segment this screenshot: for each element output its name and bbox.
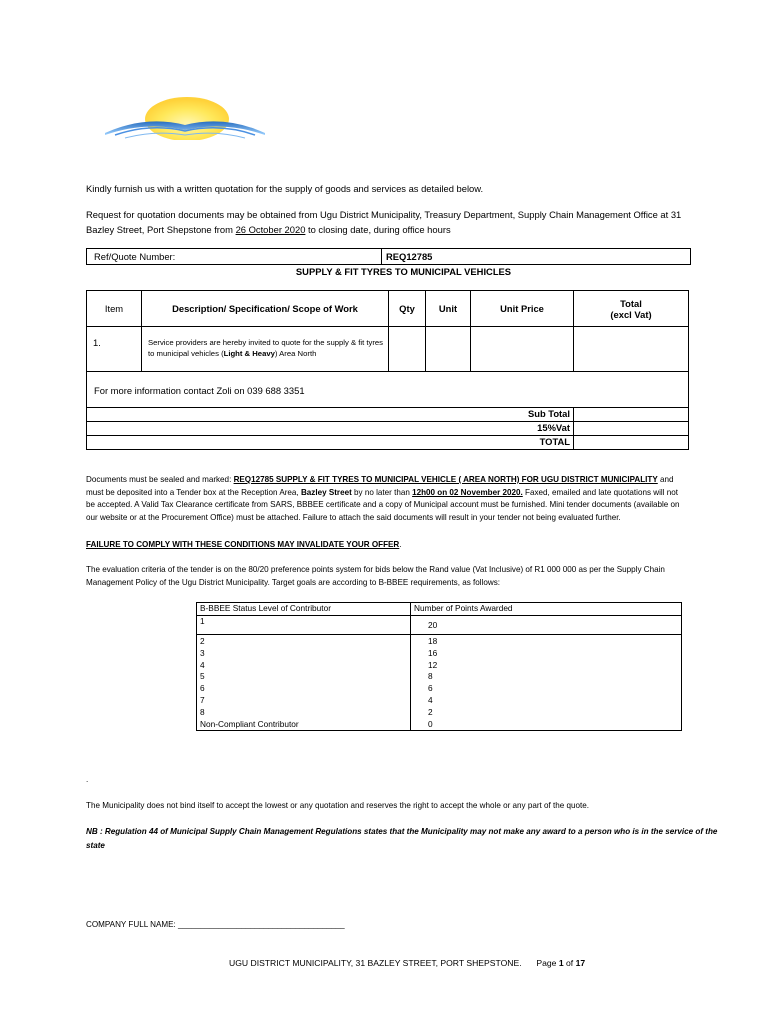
bbbee-points: 4: [428, 694, 433, 705]
total-row: [87, 436, 689, 450]
sealed-intro: Documents must be sealed and marked:: [86, 475, 234, 484]
header-unit: Unit: [426, 291, 471, 327]
quotation-table: [86, 290, 689, 450]
table-header-row: [87, 291, 689, 327]
warning-notice: [86, 539, 402, 552]
vat-label: 15%Vat: [87, 422, 574, 436]
row-description-bold: Light & Heavy: [223, 349, 275, 358]
vat-value: [574, 422, 689, 436]
sealed-instructions: [86, 474, 726, 524]
request-line-2-end: to closing date, during office hours: [305, 224, 451, 235]
sealed-line4: our website or at the Procurement Office) must be attached. Failure to attach the said documents will result in your tender not being evaluated further.: [86, 512, 621, 522]
header-total-line1: Total: [620, 297, 642, 309]
bbbee-points: 12: [428, 659, 438, 670]
nb-regulation-note: [86, 825, 726, 852]
company-name-line: _____________________________________: [178, 920, 345, 929]
bbbee-level: 7: [200, 694, 205, 705]
bbbee-points: 20: [411, 616, 682, 635]
start-date: 26 October 2020: [235, 224, 306, 235]
stray-dot: .: [86, 775, 89, 784]
bbbee-points: 0: [428, 718, 433, 729]
footer: [229, 958, 585, 968]
subtotal-value: [574, 408, 689, 422]
disclaimer-text: The Municipality does not bind itself to accept the lowest or any quotation and reserves the right to accept the whole or any part of the quote.: [86, 801, 590, 810]
bbbee-points: 2: [428, 706, 433, 717]
subtotal-row: [87, 408, 689, 422]
intro-line: Kindly furnish us with a written quotation for the supply of goods and services as detailed below.: [86, 183, 484, 194]
bbbee-level: 5: [200, 671, 205, 682]
municipality-logo: [105, 95, 265, 140]
bbbee-table: [196, 602, 682, 731]
ref-label: Ref/Quote Number:: [94, 251, 176, 262]
bbbee-level: 4: [200, 659, 205, 670]
row-total: [574, 327, 689, 372]
bbbee-levels-list: [197, 635, 411, 731]
sealed-deadline: 12h00 on 02 November 2020.: [412, 487, 523, 497]
header-item: Item: [87, 291, 142, 327]
contact-info: For more information contact Zoli on 039 688 3351: [87, 372, 689, 408]
bbbee-col-points: Number of Points Awarded: [411, 603, 682, 616]
bbbee-level: 3: [200, 647, 205, 658]
page-total: 17: [575, 958, 586, 968]
total-value: [574, 436, 689, 450]
bbbee-points: 16: [428, 647, 438, 658]
evaluation-line2: Management Policy of the Ugu District Municipality. Target goals are according to B-BBEE requirements, as follows:: [86, 577, 501, 587]
table-row: [197, 616, 682, 635]
sealed-line2-start: must be deposited into a Tender box at the Reception Area,: [86, 487, 301, 497]
sealed-line2-mid: by no later than: [351, 487, 413, 497]
subtotal-label: Sub Total: [87, 408, 574, 422]
sealed-line2-end: Faxed, emailed and late quotations will not: [522, 487, 678, 497]
company-name-field: [86, 919, 345, 932]
nb-line2: state: [86, 840, 105, 850]
evaluation-line1: The evaluation criteria of the tender is on the 80/20 preference points system for bids below the Rand value (Vat Inclusive) of R1 000 000 as per the Supply Chain: [86, 565, 665, 574]
header-description: Description/ Specification/ Scope of Work: [142, 291, 389, 327]
page-number: 1: [558, 958, 564, 968]
sealed-street: Bazley Street: [300, 487, 352, 497]
bbbee-col-level: B-BBEE Status Level of Contributor: [197, 603, 411, 616]
request-line-2-start: Bazley Street, Port Shepstone from: [86, 224, 236, 235]
total-label: TOTAL: [87, 436, 574, 450]
row-unit-price: [471, 327, 574, 372]
bbbee-points-list: [411, 635, 682, 731]
page-label: Page: [536, 958, 559, 968]
bbbee-level: 8: [200, 706, 205, 717]
row-item-number: 1.: [87, 327, 142, 372]
bbbee-level: 6: [200, 683, 205, 694]
header-unit-price: Unit Price: [471, 291, 574, 327]
row-description-end: ) Area North: [274, 349, 317, 358]
warning-dot: .: [399, 540, 402, 549]
footer-address: UGU DISTRICT MUNICIPALITY, 31 BAZLEY STREET, PORT SHEPSTONE.: [229, 958, 522, 968]
evaluation-paragraph: [86, 564, 726, 589]
request-line-1: Request for quotation documents may be obtained from Ugu District Municipality, Treasury Department, Supply Chain Management Office at 31: [86, 209, 682, 220]
ref-quote-box: [86, 248, 691, 265]
company-name-label: COMPANY FULL NAME:: [86, 920, 179, 929]
sealed-line3: be accepted. A Valid Tax Clearance certificate from SARS, BBBEE certificate and a copy of Municipal account must be furnished. Mini tender documents (available on: [86, 500, 680, 510]
bbbee-header-row: [197, 603, 682, 616]
header-qty: Qty: [389, 291, 426, 327]
warning-text: FAILURE TO COMPLY WITH THESE CONDITIONS MAY INVALIDATE YOUR OFFER: [86, 540, 400, 549]
bbbee-points: 6: [428, 683, 433, 694]
row-description-text: Service providers are hereby invited to quote for the supply & fit tyres to municipal vehicles (: [148, 338, 384, 358]
bbbee-level: 1: [197, 616, 411, 635]
ref-number: REQ12785: [386, 251, 433, 262]
bbbee-level: Non-Compliant Contributor: [200, 718, 299, 729]
header-total-line2: (excl Vat): [610, 308, 652, 320]
sealed-and: and: [657, 475, 674, 484]
contact-row: [87, 372, 689, 408]
bbbee-level: 2: [200, 636, 205, 646]
sun-logo-icon: [105, 95, 265, 140]
table-row: [87, 327, 689, 372]
request-paragraph: [86, 207, 706, 237]
quote-title: SUPPLY & FIT TYRES TO MUNICIPAL VEHICLES: [295, 266, 512, 277]
bbbee-points: 18: [428, 636, 438, 646]
page-of: of: [563, 958, 576, 968]
row-unit: [426, 327, 471, 372]
nb-line1: NB : Regulation 44 of Municipal Supply Chain Management Regulations states that the Municipality may not make any award to a person who is in the service of the: [86, 827, 718, 836]
bbbee-points: 8: [428, 671, 433, 682]
header-total: [574, 291, 689, 327]
table-row: [197, 635, 682, 731]
row-qty: [389, 327, 426, 372]
sealed-marking: REQ12785 SUPPLY & FIT TYRES TO MUNICIPAL VEHICLE ( AREA NORTH) FOR UGU DISTRICT MUNICIPALITY: [233, 475, 658, 484]
vat-row: [87, 422, 689, 436]
row-description: [142, 327, 389, 372]
